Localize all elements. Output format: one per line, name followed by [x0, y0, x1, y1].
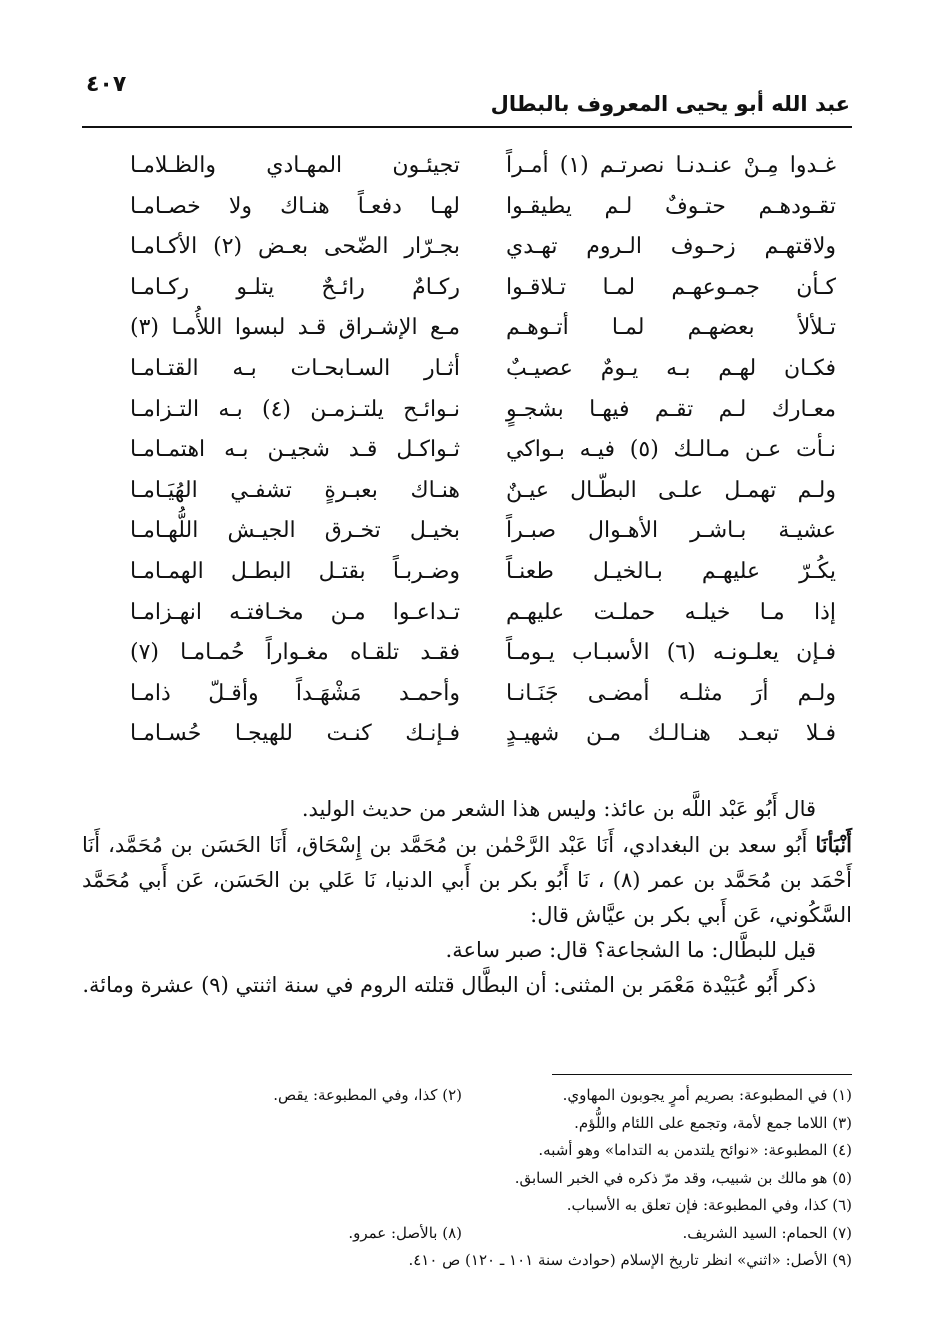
poem [120, 146, 846, 786]
poem-verse-first-hemistich: فـإن يعلـونـه (٦) الأسبـاب يـومـاً [506, 640, 836, 666]
footnote [90, 1110, 462, 1138]
footnote: (٥) هو مالك بن شبيب، وقد مرّ ذكره في الخبر السابق. [514, 1168, 852, 1187]
poem-verse-first-hemistich: إذا مـا خيلـه حملـت عليهـم [506, 599, 836, 625]
poem-verse-first-hemistich: كـأن جمـوعهـم لمـا تـلاقـوا [506, 274, 836, 300]
poem-second-hemistichs [130, 146, 460, 755]
poem-verse-first-hemistich: يكُـرّ عليهـم بـالخيـل طعنـاً [506, 558, 836, 584]
footnote [90, 1192, 462, 1220]
poem-verse-first-hemistich: تقـودهـم حتـوفٌ لـم يطيقـوا [506, 193, 836, 219]
poem-verse-second-hemistich: وأحمـد مَشْهَـداً وأقـلّ ذامـا [130, 680, 460, 706]
footnote: (٣) اللاما جمع لأمة، وتجمع على اللئام واللُّؤم. [574, 1113, 852, 1132]
footnote-row [90, 1082, 852, 1110]
poem-verse-second-hemistich: هنـاك بعبـرةٍ تشفـي الهُيَـامـا [130, 477, 460, 503]
footnotes [90, 1082, 852, 1275]
poem-verse-first-hemistich: نـأت عـن مـالـك (٥) فيـه بـواكي [506, 437, 836, 463]
poem-verse-second-hemistich: أثـار السـابحـات بـه القتـامـا [130, 355, 460, 381]
prose-paragraph [82, 968, 852, 1003]
paragraph-text: قيل للبطَّال: ما الشجاعة؟ قال: صبر ساعة. [445, 938, 816, 962]
poem-verse-second-hemistich: تـداعـوا مـن مخـافتـه انهـزامـا [130, 599, 460, 625]
prose-paragraph [82, 827, 852, 933]
isnad-lead-word: أَنْبَأنَا [815, 832, 852, 857]
poem-verse-second-hemistich: بخيـل تخـرق الجيـش اللُّهـامـا [130, 518, 460, 544]
poem-verse-second-hemistich: نـوائـح يلتـزمـن (٤) بـه التـزامـا [130, 396, 460, 422]
poem-verse-first-hemistich: ولـم تهمـل علـى البطّـال عيـنٌ [506, 477, 836, 503]
page-number: ٤٠٧ [86, 72, 127, 97]
footnote [90, 1165, 462, 1193]
poem-verse-second-hemistich: ركـامٌ رائـحٌ يتلـو ركـامـا [130, 274, 460, 300]
footnote-row [90, 1247, 852, 1275]
footnote: (٦) كذا، وفي المطبوعة: فإن تعلق به الأسباب. [566, 1196, 852, 1214]
poem-verse-first-hemistich: تـلألأ بعضهـم لمـا أتـوهـم [506, 315, 836, 341]
footnote: (٢) كذا، وفي المطبوعة: يقص. [273, 1086, 462, 1104]
footnote: (٤) المطبوعة: «نوائح يلتدمن به التداما» وهو أشبه. [538, 1141, 852, 1159]
poem-verse-second-hemistich: بجـرّار الضّحى بعـض (٢) الأكـامـا [130, 234, 460, 260]
poem-verse-first-hemistich: فـلا تبعـد هنـالـك مـن شهيـدٍ [506, 721, 836, 747]
paragraph-text: قال أَبُو عَبْد اللَّه بن عائذ: وليس هذا الشعر من حديث الوليد. [301, 797, 816, 821]
poem-verse-first-hemistich: فكـان لهـم بـه يـومٌ عصيـبٌ [506, 355, 836, 381]
paragraph-text: ذكر أَبُو عُبَيْدة مَعْمَر بن المثنى: أن البطَّال قتلته الروم في سنة اثنتي (٩) عشرة ومائة. [82, 973, 816, 997]
poem-verse-second-hemistich: لهـا دفعـاً هنـاك ولا خصـامـا [130, 193, 460, 219]
footnote-row [90, 1192, 852, 1220]
poem-verse-first-hemistich: عشيـة بـاشـر الأهـوال صبـراً [506, 518, 836, 544]
poem-verse-first-hemistich: ولاقتهـم زحـوف الـروم تهـدي [506, 234, 836, 260]
footnote-row [90, 1137, 852, 1165]
running-title: عبد الله أبو يحيى المعروف بالبطال [490, 92, 850, 116]
poem-verse-second-hemistich: مـع الإشـراق قـد لبسوا اللأُمـا (٣) [130, 315, 460, 341]
poem-verse-second-hemistich: وضـربـاً بقتـل البطـل الهمـامـا [130, 558, 460, 584]
footnote: (٧) الحمام: السيد الشريف. [682, 1223, 852, 1242]
footnote-divider [552, 1074, 852, 1075]
header-divider [82, 126, 852, 128]
footnote [90, 1137, 462, 1165]
poem-verse-second-hemistich: فـإنـك كنـت للهيجـا حُسـامـا [130, 721, 460, 747]
footnote [90, 1247, 462, 1275]
footnote: (٨) بالأصل: عمرو. [348, 1223, 462, 1242]
footnote-row [90, 1110, 852, 1138]
poem-verse-first-hemistich: معـارك لـم تقـم فيهـا بشجـوٍ [506, 396, 836, 422]
poem-verse-second-hemistich: ثـواكـل قـد شجيـن بـه اهتمـامـا [130, 437, 460, 463]
poem-verse-first-hemistich: ولـم أرَ مثلـه أمضـى جَنَـانـا [506, 680, 836, 706]
paragraph-text: أَبُو سعد بن البغدادي، أَنَا عَبْد الرَّحْمٰن بن مُحَمَّد بن إِسْحَاق، أَنَا الحَسَن بن مُحَمَّد، أَنَا أَحْمَد بن مُحَمَّد بن عمر (٨) ، نَا أَبُو بكر بن أَبي الدنيا، نَا عَلي بن الحَسَن، عَن أَبي مُحَمَّد السَّكُوني، عَن أَبي بكر بن عيَّاش قال: [82, 833, 852, 927]
prose-paragraph [82, 792, 852, 827]
poem-verse-second-hemistich: تجيئـون المهـادي والظـلامـا [130, 153, 460, 178]
footnote: (١) في المطبوعة: بصريم أمرٍ يجوبون المهاوي. [562, 1086, 852, 1104]
footnote: (٩) الأصل: «اثني» انظر تاريخ الإسلام (حوادث سنة ١٠١ ـ ١٢٠) ص ٤١٠. [408, 1251, 852, 1269]
poem-verse-second-hemistich: فقـد تلقـاه مغـواراً حُمـامـا (٧) [130, 640, 460, 666]
prose-paragraph [82, 933, 852, 968]
poem-verse-first-hemistich: غـدوا مِـنْ عنـدنـا نصرتـم (١) أمـراً [506, 153, 836, 178]
poem-first-hemistichs [506, 146, 836, 755]
footnote-row [90, 1220, 852, 1248]
prose-text [82, 792, 852, 1003]
footnote-row [90, 1165, 852, 1193]
